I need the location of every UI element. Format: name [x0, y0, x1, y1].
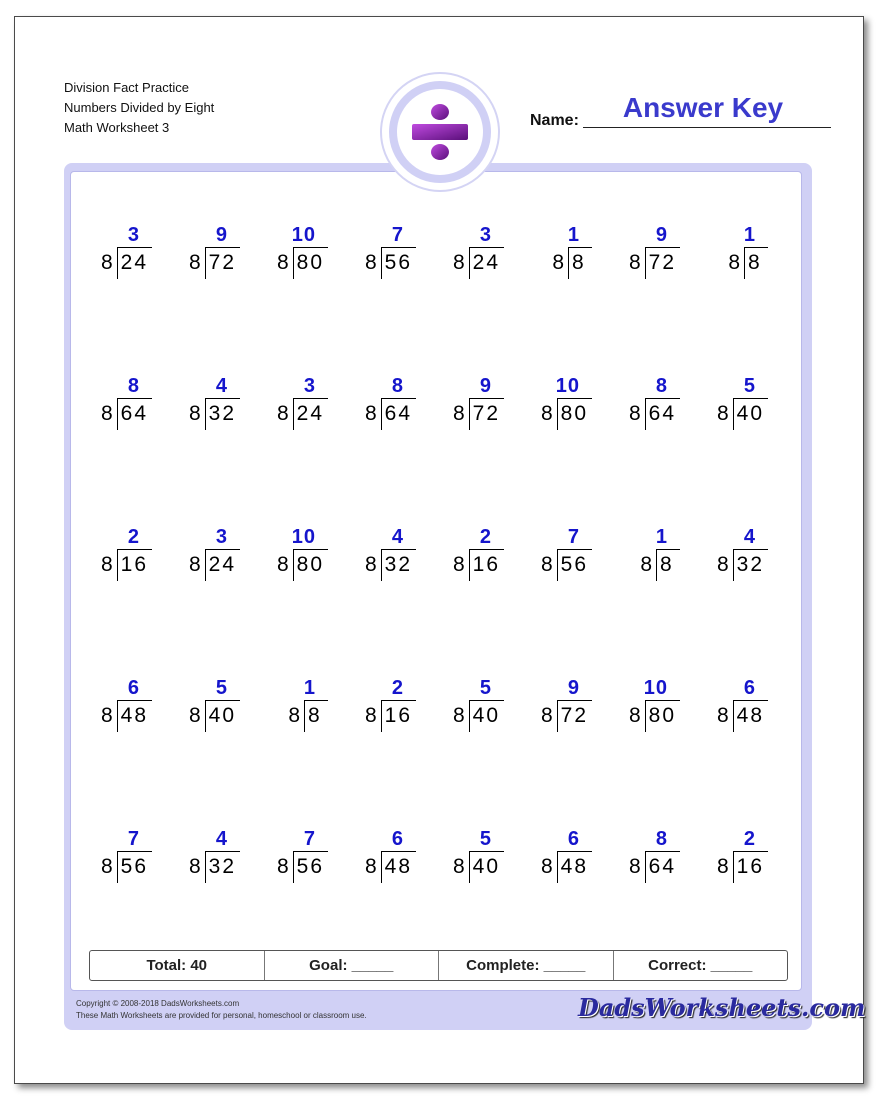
division-problem	[610, 224, 680, 284]
correct-cell: Correct: _____	[648, 957, 753, 974]
long-division	[101, 549, 152, 581]
divisor: 8	[452, 402, 467, 425]
divisor: 8	[628, 402, 643, 425]
dividend: 48	[117, 700, 152, 732]
dividend: 72	[645, 247, 680, 279]
divisor: 8	[100, 553, 115, 576]
answer: 9	[479, 375, 492, 397]
division-problem	[522, 677, 592, 737]
dividend: 8	[568, 247, 592, 279]
divisor: 8	[188, 553, 203, 576]
divisor: 8	[364, 553, 379, 576]
dividend: 64	[645, 851, 680, 883]
answer: 5	[479, 677, 492, 699]
long-division	[101, 700, 152, 732]
answer: 4	[743, 526, 756, 548]
long-division	[717, 549, 768, 581]
divisor: 8	[364, 704, 379, 727]
title-line-2: Numbers Divided by Eight	[64, 100, 215, 115]
division-problem	[522, 828, 592, 888]
divisor: 8	[716, 553, 731, 576]
dividend: 80	[293, 549, 328, 581]
division-problem	[82, 224, 152, 284]
dividend: 8	[656, 549, 680, 581]
copyright-notice	[76, 998, 367, 1022]
divisor: 8	[188, 704, 203, 727]
divisor: 8	[452, 855, 467, 878]
answer: 1	[655, 526, 668, 548]
division-problem	[610, 828, 680, 888]
division-problem	[82, 828, 152, 888]
divisor: 8	[628, 251, 643, 274]
dividend: 24	[117, 247, 152, 279]
long-division	[541, 549, 592, 581]
dividend: 32	[733, 549, 768, 581]
long-division	[189, 549, 240, 581]
long-division	[365, 398, 416, 430]
division-problem	[434, 677, 504, 737]
long-division	[453, 851, 504, 883]
division-problem	[610, 677, 680, 737]
divisor: 8	[640, 553, 654, 576]
division-problem	[522, 526, 592, 586]
answer: 2	[127, 526, 140, 548]
answer: 3	[479, 224, 492, 246]
answer: 4	[215, 828, 228, 850]
long-division	[277, 549, 328, 581]
division-problem	[346, 526, 416, 586]
division-problem	[82, 677, 152, 737]
answer: 9	[215, 224, 228, 246]
long-division	[365, 851, 416, 883]
divisor: 8	[364, 251, 379, 274]
answer: 8	[655, 828, 668, 850]
title-line-1: Division Fact Practice	[64, 80, 189, 95]
division-problem	[522, 375, 592, 435]
divisor: 8	[276, 553, 291, 576]
long-division	[277, 851, 328, 883]
goal-cell: Goal: _____	[265, 951, 440, 980]
division-problem	[610, 526, 680, 586]
division-problem	[82, 526, 152, 586]
answer: 8	[391, 375, 404, 397]
score-table	[89, 950, 788, 981]
dividend: 16	[381, 700, 416, 732]
name-line	[583, 127, 831, 128]
long-division	[277, 398, 328, 430]
divisor: 8	[452, 251, 467, 274]
dividend: 56	[557, 549, 592, 581]
division-problem	[698, 526, 768, 586]
divisor: 8	[540, 402, 555, 425]
divisor: 8	[716, 704, 731, 727]
division-problem	[258, 375, 328, 435]
dividend: 56	[381, 247, 416, 279]
dividend: 40	[469, 851, 504, 883]
answer: 10	[291, 224, 316, 246]
division-problem	[698, 677, 768, 737]
long-division	[629, 851, 680, 883]
long-division	[717, 398, 768, 430]
answer: 10	[291, 526, 316, 548]
divisor: 8	[628, 855, 643, 878]
divisor: 8	[452, 704, 467, 727]
division-problem	[434, 828, 504, 888]
long-division	[453, 549, 504, 581]
dividend: 16	[733, 851, 768, 883]
long-division	[717, 851, 768, 883]
dividend: 32	[205, 851, 240, 883]
dividend: 48	[733, 700, 768, 732]
divisor: 8	[288, 704, 302, 727]
dividend: 72	[205, 247, 240, 279]
answer: 6	[743, 677, 756, 699]
long-division	[629, 398, 680, 430]
long-division	[365, 247, 416, 279]
copyright-line-2: These Math Worksheets are provided for personal, homeschool or classroom use.	[76, 1011, 367, 1020]
dividend: 40	[469, 700, 504, 732]
divisor: 8	[188, 251, 203, 274]
divisor: 8	[540, 704, 555, 727]
divisor: 8	[364, 855, 379, 878]
dividend: 40	[205, 700, 240, 732]
long-division	[453, 700, 504, 732]
dividend: 80	[293, 247, 328, 279]
dividend: 40	[733, 398, 768, 430]
division-problem	[346, 375, 416, 435]
divisor: 8	[728, 251, 742, 274]
answer: 3	[303, 375, 316, 397]
division-problem	[610, 375, 680, 435]
dividend: 24	[293, 398, 328, 430]
long-division	[189, 851, 240, 883]
division-problem	[258, 828, 328, 888]
divisor: 8	[540, 553, 555, 576]
long-division	[189, 398, 240, 430]
dividend: 80	[645, 700, 680, 732]
answer: 8	[655, 375, 668, 397]
answer: 6	[567, 828, 580, 850]
dividend: 24	[205, 549, 240, 581]
long-division	[541, 398, 592, 430]
dividend: 32	[205, 398, 240, 430]
answer: 5	[215, 677, 228, 699]
long-division	[365, 549, 416, 581]
divisor: 8	[100, 704, 115, 727]
complete-cell: Complete: _____	[439, 951, 614, 980]
dividend: 16	[469, 549, 504, 581]
answer: 6	[127, 677, 140, 699]
copyright-line-1: Copyright © 2008-2018 DadsWorksheets.com	[76, 999, 240, 1008]
answer: 4	[215, 375, 228, 397]
answer: 7	[567, 526, 580, 548]
divisor: 8	[628, 704, 643, 727]
division-problem	[82, 375, 152, 435]
division-problem	[170, 677, 240, 737]
long-division	[717, 700, 768, 732]
answer: 3	[215, 526, 228, 548]
division-problem	[434, 224, 504, 284]
dividend: 80	[557, 398, 592, 430]
answer: 10	[643, 677, 668, 699]
long-division	[552, 247, 592, 279]
answer: 1	[303, 677, 316, 699]
dividend: 64	[645, 398, 680, 430]
total-cell: Total: 40	[90, 951, 265, 980]
answer: 1	[743, 224, 756, 246]
divisor: 8	[276, 251, 291, 274]
dividend: 56	[293, 851, 328, 883]
dividend: 48	[381, 851, 416, 883]
divisor: 8	[716, 855, 731, 878]
answer: 7	[303, 828, 316, 850]
division-emblem	[380, 72, 500, 192]
dividend: 32	[381, 549, 416, 581]
division-problem	[258, 677, 328, 737]
answer: 4	[391, 526, 404, 548]
divisor: 8	[552, 251, 566, 274]
divisor: 8	[100, 855, 115, 878]
dividend: 72	[469, 398, 504, 430]
divisor: 8	[276, 402, 291, 425]
division-problem	[170, 526, 240, 586]
dividend: 24	[469, 247, 504, 279]
long-division	[189, 700, 240, 732]
answer: 2	[743, 828, 756, 850]
long-division	[101, 247, 152, 279]
answer: 10	[555, 375, 580, 397]
answer: 1	[567, 224, 580, 246]
divisor: 8	[100, 402, 115, 425]
division-problem	[434, 526, 504, 586]
dividend: 8	[304, 700, 328, 732]
division-problem	[434, 375, 504, 435]
answer: 8	[127, 375, 140, 397]
long-division	[189, 247, 240, 279]
divisor: 8	[452, 553, 467, 576]
division-problem	[698, 375, 768, 435]
divisor: 8	[188, 855, 203, 878]
answer: 6	[391, 828, 404, 850]
division-problem	[522, 224, 592, 284]
answer: 7	[391, 224, 404, 246]
division-problem	[698, 224, 768, 284]
divisor: 8	[364, 402, 379, 425]
dividend: 64	[381, 398, 416, 430]
division-problem	[170, 224, 240, 284]
answer: 5	[479, 828, 492, 850]
division-problem	[346, 828, 416, 888]
dividend: 48	[557, 851, 592, 883]
divisor: 8	[716, 402, 731, 425]
answer: 2	[479, 526, 492, 548]
dadsworksheets-logo: DadsWorksheets.com	[578, 993, 866, 1022]
long-division	[541, 700, 592, 732]
division-problem	[170, 375, 240, 435]
division-problem	[346, 677, 416, 737]
divisor: 8	[100, 251, 115, 274]
division-problem	[170, 828, 240, 888]
answer: 9	[567, 677, 580, 699]
divisor: 8	[276, 855, 291, 878]
dividend: 56	[117, 851, 152, 883]
name-label: Name:	[530, 112, 579, 129]
divisor: 8	[540, 855, 555, 878]
division-sign-icon	[408, 100, 472, 164]
dividend: 8	[744, 247, 768, 279]
long-division	[640, 549, 680, 581]
long-division	[365, 700, 416, 732]
long-division	[629, 700, 680, 732]
long-division	[728, 247, 768, 279]
answer: 5	[743, 375, 756, 397]
dividend: 16	[117, 549, 152, 581]
long-division	[541, 851, 592, 883]
dividend: 64	[117, 398, 152, 430]
answer-key-heading: Answer Key	[622, 92, 784, 123]
answer: 3	[127, 224, 140, 246]
problem-frame	[64, 163, 812, 1030]
long-division	[101, 851, 152, 883]
worksheet-title-block	[64, 78, 214, 138]
answer: 9	[655, 224, 668, 246]
division-problem	[258, 526, 328, 586]
long-division	[453, 398, 504, 430]
answer: 7	[127, 828, 140, 850]
title-line-3: Math Worksheet 3	[64, 120, 170, 135]
long-division	[288, 700, 328, 732]
dividend: 72	[557, 700, 592, 732]
division-problem	[346, 224, 416, 284]
long-division	[277, 247, 328, 279]
answer: 2	[391, 677, 404, 699]
long-division	[453, 247, 504, 279]
problem-grid	[70, 171, 802, 991]
long-division	[629, 247, 680, 279]
division-problem	[258, 224, 328, 284]
divisor: 8	[188, 402, 203, 425]
division-problem	[698, 828, 768, 888]
long-division	[101, 398, 152, 430]
